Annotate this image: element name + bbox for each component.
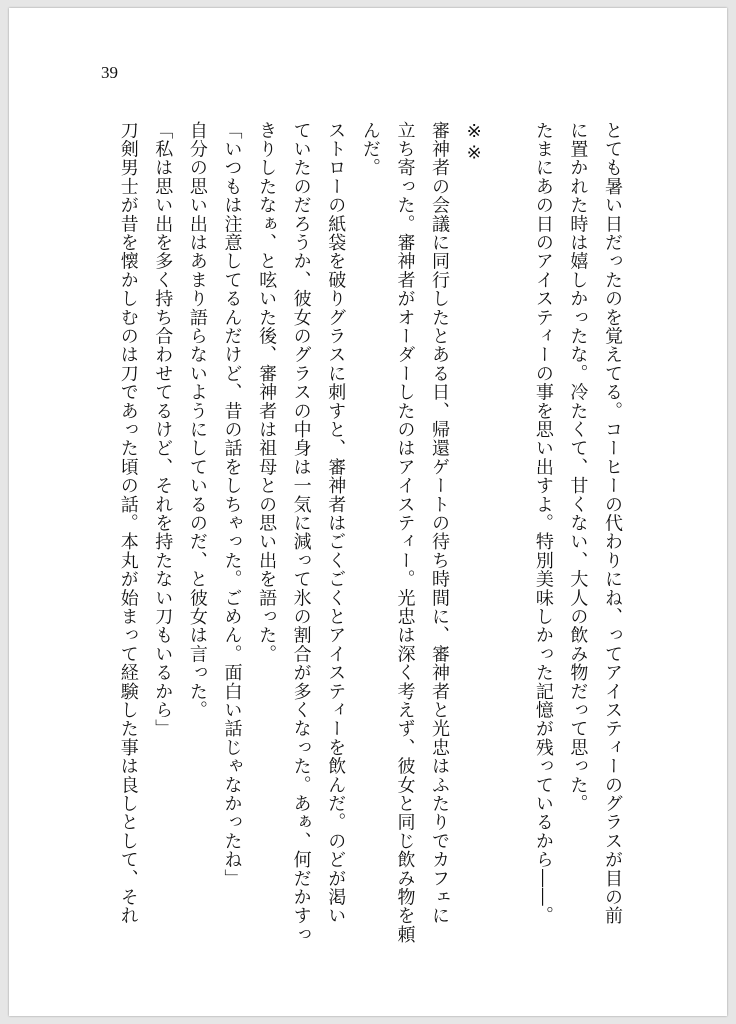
blank-line xyxy=(491,121,526,931)
text-line: 立ち寄った。審神者がオーダーしたのはアイスティー。光忠は深く考えず、彼女と同じ飲み物を頼 xyxy=(394,121,416,944)
text-line: 「私は思い出を多く持ち合わせてるけど、それを持たない刀もいるから」 xyxy=(152,121,174,739)
text-line: に置かれた時は嬉しかったな。冷たくて、甘くない、大人の飲み物だって思った。 xyxy=(567,121,589,813)
text-line: 刀剣男士が昔を懐かしむのは刀であった頃の話。本丸が始まって経験した事は良しとして、それ xyxy=(117,121,139,926)
section-break-mark: ※※ xyxy=(463,121,485,165)
text-line: 自分の思い出はあまり語らないようにしているのだ、と彼女は言った。 xyxy=(186,121,208,720)
text-line: ていたのだろうか、彼女のグラスの中身は一気に減って氷の割合が多くなった。あぁ、何だかすっ xyxy=(290,121,312,944)
text-line: んだ。 xyxy=(359,121,381,178)
text-line: たまにあの日のアイスティーの事を思い出すよ。特別美味しかった記憶が残っているから――。 xyxy=(532,121,554,926)
text-line: 審神者の会議に同行したとある日、帰還ゲートの待ち時間に、審神者と光忠はふたりでカフェに xyxy=(429,121,451,926)
text-line: 「いつもは注意してるんだけど、昔の話をしちゃった。ごめん。面白い話じゃなかったね」 xyxy=(221,121,243,888)
text-line: きりしたなぁ、と呟いた後、審神者は祖母との思い出を語った。 xyxy=(256,121,278,664)
book-page xyxy=(9,8,727,1016)
vertical-text-body xyxy=(110,121,629,944)
page-number: 39 xyxy=(101,63,118,82)
text-line: とても暑い日だったのを覚えてる。コーヒーの代わりにね、ってアイスティーのグラスが目の前 xyxy=(602,121,623,926)
text-line: ストローの紙袋を破りグラスに刺すと、審神者はごくごくとアイスティーを飲んだ。のどが渇い xyxy=(325,121,347,926)
